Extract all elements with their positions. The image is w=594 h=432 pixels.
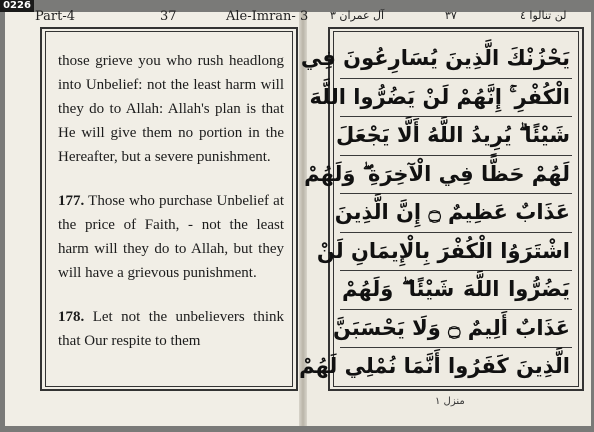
- manzil-marker: منزل ١: [435, 396, 465, 407]
- surah-label-arabic: آل عمران ٣: [330, 9, 385, 22]
- arabic-line: [336, 117, 572, 156]
- arabic-line-text: الْكُفْرِ ۚ إِنَّهُمْ لَنْ يَضُرُّوا اللَّهَ: [309, 84, 570, 109]
- paragraph: [58, 49, 284, 169]
- arabic-line-text: شَيْئًا ۗ يُرِيدُ اللَّهُ أَلَّا يَجْعَلَ: [336, 123, 570, 147]
- arabic-line: [332, 310, 572, 349]
- arabic-line: [299, 348, 572, 386]
- arabic-line-text: عَذَابٌ أَلِيمٌ ۝ وَلَا يَحْسَبَنَّ: [332, 315, 570, 340]
- arabic-line: [300, 40, 572, 79]
- surah-label: Ale-Imran- 3: [226, 9, 309, 24]
- page-number: 37: [160, 9, 177, 24]
- arabic-line-text: عَذَابٌ عَظِيمٌ ۝ إِنَّ الَّذِينَ: [334, 200, 570, 224]
- arabic-line: [316, 233, 572, 272]
- arabic-line: [309, 79, 572, 118]
- juz-label-arabic: لن تنالوا ٤: [520, 9, 567, 22]
- arabic-line-text: يَحْزُنْكَ الَّذِينَ يُسَارِعُونَ فِي: [300, 46, 570, 70]
- page-id-badge: 0226: [0, 0, 34, 12]
- arabic-line: [340, 271, 572, 310]
- page-number-arabic: ٣٧: [445, 9, 457, 22]
- paragraph: [58, 305, 284, 353]
- arabic-line: [304, 156, 572, 195]
- arabic-line-text: اشْتَرَوُا الْكُفْرَ بِالْإِيمَانِ لَنْ: [316, 238, 570, 263]
- paragraph: [58, 189, 284, 285]
- verse-text: Let not the unbelievers think that Our respite to them: [58, 309, 284, 349]
- part-label: Part-4: [35, 9, 76, 24]
- arabic-line-text: لَهُمْ حَظًّا فِي الْآخِرَةِ ۖ وَلَهُمْ: [304, 161, 570, 186]
- verse-text: those grieve you who rush headlong into Unbelief: not the least harm will they do to Allah: Allah's plan is that He will give them no portion in the Hereafter, but a severe punishment.: [58, 53, 284, 165]
- arabic-line-text: يَضُرُّوا اللَّهَ شَيْئًا ۖ وَلَهُمْ: [342, 277, 570, 301]
- arabic-line-text: الَّذِينَ كَفَرُوا أَنَّمَا نُمْلِي لَهُمْ: [299, 354, 570, 378]
- verse-number: 178.: [58, 309, 85, 325]
- translation-text: [58, 49, 284, 373]
- verse-text: Those who purchase Unbelief at the price of Faith, - not the least harm will they do to Allah, but they will have a grievous punishment.: [58, 193, 284, 281]
- arabic-text: [299, 40, 572, 386]
- verse-number: 177.: [58, 193, 85, 209]
- arabic-line: [334, 194, 572, 233]
